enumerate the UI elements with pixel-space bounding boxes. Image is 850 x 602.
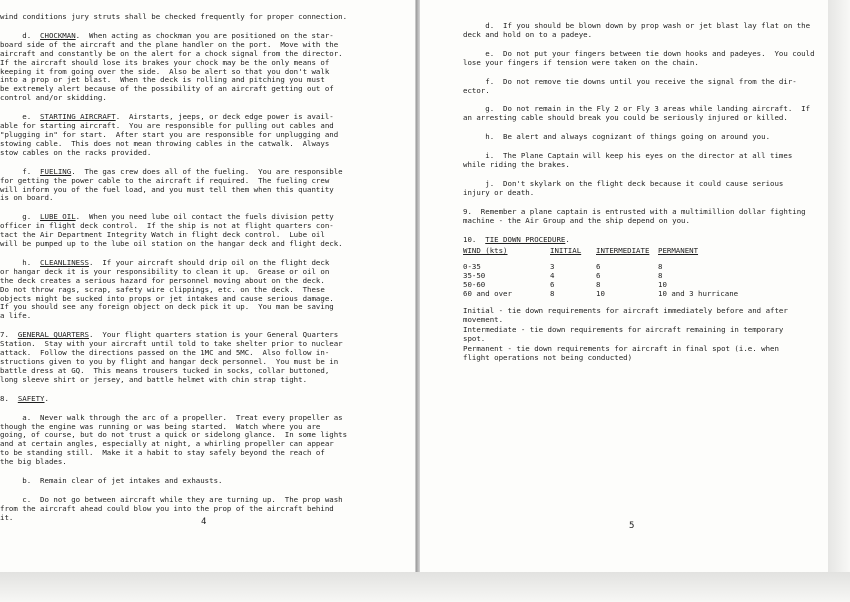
- paragraph-chockman: d. CHOCKMAN. When acting as chockman you are positioned on the star- board side of the aircraft and the plane handler on the port. Move with the aircraft and constantly be on the alert for a chock signal from the director. If the aircraft should lose its brakes your chock may be the only means of keeping it from going over the side. Also be alert so that you don't walk into a prop or jet blast. When the deck is rolling and pitching you must be extremely alert because of the possibility of an aircraft getting out of control and/or skidding.: [0, 30, 343, 103]
- heading-safety: 8. SAFETY.: [0, 393, 49, 403]
- paragraph-safety-g: g. Do not remain in the Fly 2 or Fly 3 areas while landing aircraft. If an arresting cable should break you could be seriously injured or killed.: [463, 104, 811, 123]
- column-header-wind: WIND (kts): [463, 245, 508, 255]
- paragraph-remember: 9. Remember a plane captain is entrusted with a multimillion dollar fighting machine - the Air Group and the ship depend on you.: [463, 206, 806, 225]
- section-heading: SAFETY: [17, 393, 45, 403]
- paragraph-safety-i: i. The Plane Captain will keep his eyes on the director at all times while riding the brakes.: [463, 151, 793, 170]
- left-page: [0, 0, 416, 572]
- section-heading: TIE DOWN PROCEDURE: [485, 234, 566, 244]
- paragraph-safety-c: c. Do not go between aircraft while they are turning up. The prop wash from the aircraft ahead could blow you into the prop of the aircraft behind it.: [0, 494, 343, 522]
- table-cell: 10: [596, 289, 605, 299]
- table-cell: 35-50: [463, 271, 486, 281]
- column-header-permanent: PERMANENT: [658, 245, 699, 255]
- right-page-text: [463, 22, 821, 363]
- paragraph-safety-b: b. Remain clear of jet intakes and exhausts.: [0, 476, 223, 486]
- table-header-row: [463, 247, 738, 256]
- page-number-right: 5: [629, 521, 635, 531]
- paragraph-starting-aircraft: e. STARTING AIRCRAFT. Airstarts, jeeps, or deck edge power is avail- able for starting aircraft. You are responsible for pulling out cables and "plugging in" for start. After start you are responsible for unplugging and stowing cable. This does not mean throwing cables in the catwalk. Always stow cables on the racks provided.: [0, 112, 339, 157]
- section-heading: CLEANLINESS: [40, 257, 89, 267]
- table-cell: 0-35: [463, 262, 481, 272]
- definition-permanent: Permanent - tie down requirements for aircraft in final spot (i.e. when flight operations not being conducted): [463, 343, 779, 362]
- section-heading: CHOCKMAN: [40, 30, 76, 40]
- table-cell: 3: [550, 262, 555, 272]
- table-cell: 50-60: [463, 280, 486, 290]
- right-page: [420, 0, 828, 572]
- table-cell: 4: [550, 271, 555, 281]
- paragraph-lube-oil: g. LUBE OIL. When you need lube oil contact the fuels division petty officer in flight deck control. If the ship is not at flight quarters con- tact the Air Department Integrity Watch in flight deck control. Lube oil will be pumped up to the lube oil station on the hangar deck and flight deck.: [0, 212, 343, 249]
- section-heading: STARTING AIRCRAFT: [40, 112, 116, 122]
- table-cell: 60 and over: [463, 289, 512, 299]
- section-heading: LUBE OIL: [40, 212, 76, 222]
- table-cell: 8: [550, 289, 555, 299]
- paragraph-cleanliness: h. CLEANLINESS. If your aircraft should drip oil on the flight deck or hangar deck it is your responsibility to clean it up. Grease or oil on the deck creates a serious hazard for personnel moving about on the deck. Do not throw rags, scrap, safety wire clippings, etc. on the deck. These objects might be sucked into props or jet intakes and cause serious damage. If you should see any foreign object on deck pick it up. You man be saving a life.: [0, 257, 334, 321]
- paragraph-safety-j: j. Don't skylark on the flight deck because it could cause serious injury or death.: [463, 178, 784, 197]
- definition-intermediate: Intermediate - tie down requirements for aircraft remaining in temporary spot.: [463, 324, 784, 343]
- table-cell: 10 and 3 hurricane: [658, 289, 739, 299]
- section-heading: FUELING: [40, 166, 72, 176]
- table-cell: 8: [658, 262, 663, 272]
- paragraph-fueling: f. FUELING. The gas crew does all of the fueling. You are responsible for getting the power cable to the aircraft if required. The fueling crew will inform you of the fuel load, and you must tell them when this quantity is on board.: [0, 166, 343, 203]
- paragraph-safety-f: f. Do not remove tie downs until you receive the signal from the dir- ector.: [463, 76, 797, 95]
- heading-tie-down-procedure: 10. TIE DOWN PROCEDURE.: [463, 234, 570, 244]
- table-row: [463, 272, 738, 281]
- table-cell: 6: [596, 271, 601, 281]
- paragraph-jury-struts: wind conditions jury struts shall be checked frequently for proper connection.: [0, 12, 348, 21]
- tie-down-definitions: [463, 307, 821, 362]
- section-heading: GENERAL QUARTERS: [17, 330, 90, 340]
- scan-bottom-edge: [0, 572, 850, 602]
- column-header-intermediate: INTERMEDIATE: [596, 245, 650, 255]
- table-cell: 8: [596, 280, 601, 290]
- table-cell: 10: [658, 280, 667, 290]
- column-header-initial: INITIAL: [550, 245, 582, 255]
- table-spacer: [463, 255, 738, 263]
- definition-initial: Initial - tie down requirements for aircraft immediately before and after movement.: [463, 306, 788, 324]
- left-page-text: [0, 13, 410, 533]
- table-cell: 6: [596, 262, 601, 272]
- paragraph-safety-d: d. If you should be blown down by prop wash or jet blast lay flat on the deck and hold on to a padeye.: [463, 21, 811, 39]
- page-number-left: 4: [201, 517, 207, 527]
- paragraph-safety-h: h. Be alert and always cognizant of things going on around you.: [463, 132, 771, 142]
- scan-right-edge: [828, 0, 850, 572]
- table-row: [463, 263, 738, 272]
- paragraph-safety-a: a. Never walk through the arc of a propeller. Treat every propeller as though the engine was running or was being started. Watch where you are going, of course, but do not trust a quick or sidelong glance. In some lights and at certain angles, especially at night, a whirling propeller can appear to be standing still. Make it a habit to stay safely beyond the reach of the big blades.: [0, 412, 348, 467]
- table-cell: 8: [658, 271, 663, 281]
- paragraph-general-quarters: 7. GENERAL QUARTERS. Your flight quarters station is your General Quarters Station. Stay with your aircraft until told to take shelter prior to nuclear attack. Follow the directions passed on the 1MC and 5MC. Also follow in- structions given to you by flight and hangar deck personnel. You must be in battle dress at GQ. This means trousers tucked in socks, collar buttoned, long sleeve shirt or jersey, and battle helmet with chin strap tight.: [0, 330, 343, 384]
- paragraph-safety-e: e. Do not put your fingers between tie down hooks and padeyes. You could lose your fingers if tension were taken on the chain.: [463, 48, 815, 67]
- table-row: [463, 290, 738, 299]
- table-cell: 6: [550, 280, 555, 290]
- tie-down-table: [463, 247, 738, 300]
